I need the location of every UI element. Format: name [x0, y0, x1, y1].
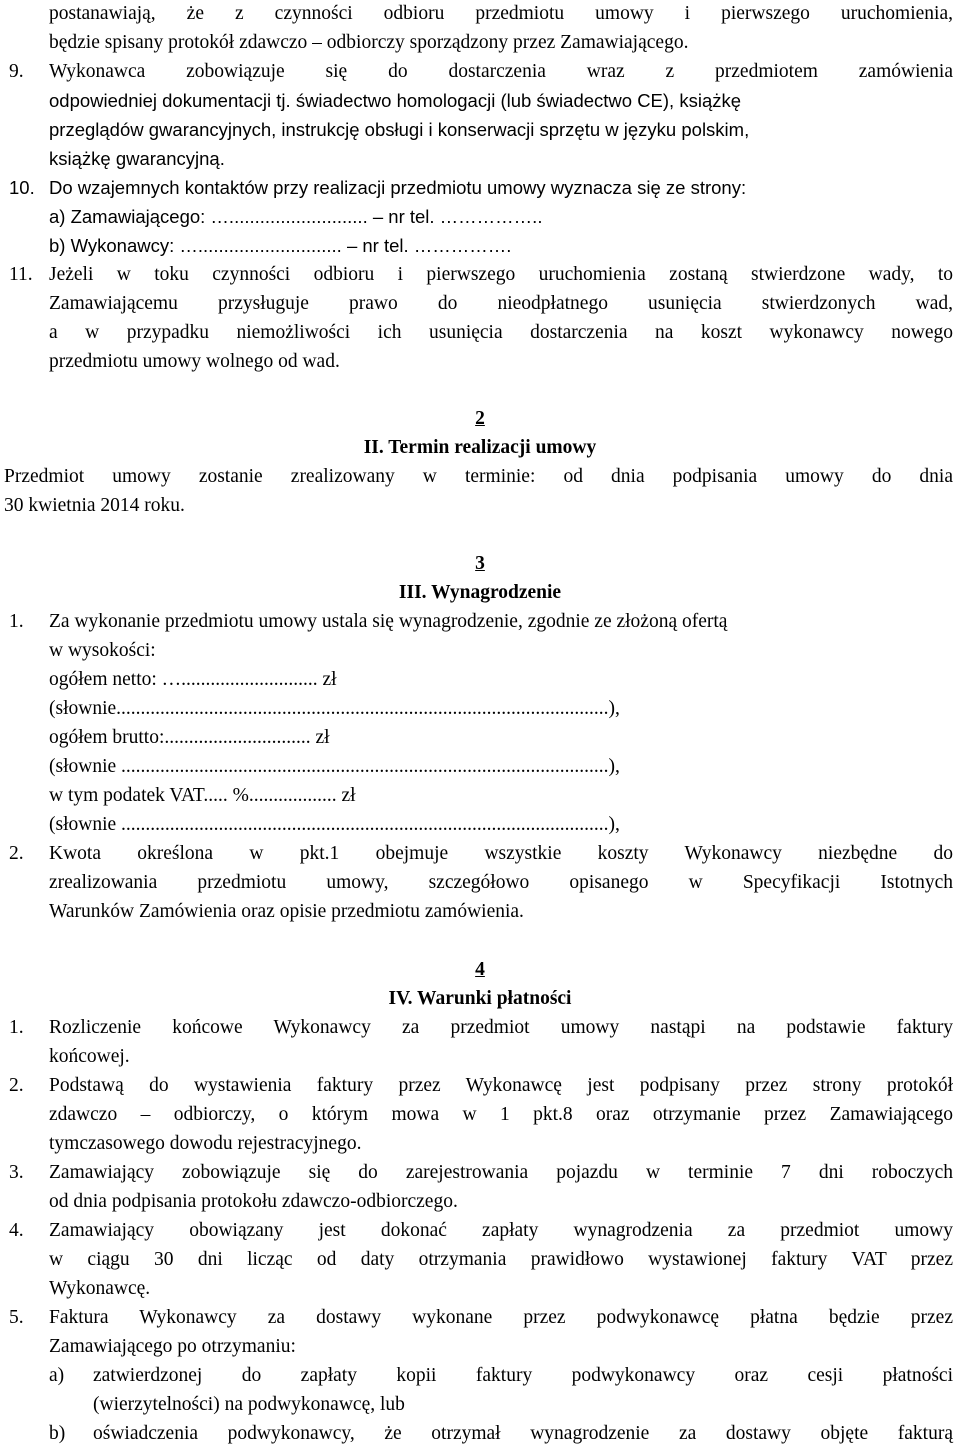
paragraph-line: tymczasowego dowodu rejestracyjnego.	[49, 1133, 362, 1154]
paragraph-line: przedmiotu umowy wolnego od wad.	[49, 351, 340, 372]
paragraph-line: zdawczo – odbiorczy, o którym mowa w 1 pkt.8 oraz otrzymanie przez Zamawiającego	[49, 1104, 953, 1125]
section-title: IV. Warunki płatności	[388, 988, 572, 1009]
paragraph-line: (wierzytelności) na podwykonawcę, lub	[93, 1394, 405, 1415]
paragraph-line: zrealizowania przedmiotu umowy, szczegółowo opisanego w Specyfikacji Istotnych	[49, 872, 953, 893]
paragraph-line: Podstawą do wystawienia faktury przez Wykonawcę jest podpisany przez strony protokół	[49, 1075, 953, 1096]
paragraph-line: postanawiają, że z czynności odbioru przedmiotu umowy i pierwszego uruchomienia,	[49, 3, 953, 24]
paragraph-line: Jeżeli w toku czynności odbioru i pierwszego uruchomienia zostaną stwierdzone wady, to	[49, 264, 953, 285]
paragraph-line: Kwota określona w pkt.1 obejmuje wszystkie koszty Wykonawcy niezbędne do	[49, 843, 953, 864]
amount-words: (słownie.....................................................................................................),	[49, 698, 620, 719]
paragraph-line: Zamawiający obowiązany jest dokonać zapłaty wynagrodzenia za przedmiot umowy	[49, 1220, 953, 1241]
amount-netto: ogółem netto: …............................ zł	[49, 669, 337, 690]
paragraph-line: Do wzajemnych kontaktów przy realizacji przedmiotu umowy wyznacza się ze strony:	[49, 177, 747, 198]
contact-line-wykonawca: b) Wykonawcy: …............................ – nr tel. …………….	[49, 235, 512, 256]
paragraph-line: Zamawiającego po otrzymaniu:	[49, 1336, 296, 1357]
item-number: 11.	[9, 264, 33, 285]
paragraph-line: Faktura Wykonawcy za dostawy wykonane przez podwykonawcę płatna będzie przez	[49, 1307, 953, 1328]
item-number: 3.	[9, 1162, 24, 1183]
paragraph-line: Wykonawcę.	[49, 1278, 151, 1299]
paragraph-line: Zamawiający zobowiązuje się do zarejestrowania pojazdu w terminie 7 dni roboczych	[49, 1162, 953, 1183]
paragraph-line: przeglądów gwarancyjnych, instrukcję obsługi i konserwacji sprzętu w języku polskim,	[49, 119, 750, 140]
item-number: 2.	[9, 1075, 24, 1096]
paragraph-line: od dnia podpisania protokołu zdawczo-odbiorczego.	[49, 1191, 458, 1212]
amount-brutto: ogółem brutto:.............................. zł	[49, 727, 330, 748]
item-number: 9.	[9, 61, 24, 82]
section-number	[0, 549, 960, 578]
item-number: 2.	[9, 843, 24, 864]
amount-words: (słownie ....................................................................................................),	[49, 814, 620, 835]
section-3-number: 3	[475, 553, 485, 574]
item-number: 1.	[9, 1017, 24, 1038]
section-number	[0, 955, 960, 984]
paragraph-line: będzie spisany protokół zdawczo – odbiorczy sporządzony przez Zamawiającego.	[49, 32, 689, 53]
paragraph-line: Przedmiot umowy zostanie zrealizowany w terminie: od dnia podpisania umowy do dnia	[4, 466, 953, 487]
paragraph-line: Warunków Zamówienia oraz opisie przedmiotu zamówienia.	[49, 901, 524, 922]
paragraph-line: w ciągu 30 dni licząc od daty otrzymania prawidłowo wystawionej faktury VAT przez	[49, 1249, 953, 1270]
paragraph-line: 30 kwietnia 2014 roku.	[4, 495, 185, 516]
section-2-number: 2	[475, 408, 485, 429]
paragraph-line: Za wykonanie przedmiotu umowy ustala się wynagrodzenie, zgodnie ze złożoną ofertą	[49, 611, 728, 632]
paragraph-line: odpowiedniej dokumentacji tj. świadectwo homologacji (lub świadectwo CE), książkę	[49, 90, 742, 111]
paragraph-line: Wykonawca zobowiązuje się do dostarczenia wraz z przedmiotem zamówienia	[49, 61, 953, 82]
item-number: 10.	[9, 177, 35, 198]
paragraph-line: Zamawiającemu przysługuje prawo do nieodpłatnego usunięcia stwierdzonych wad,	[49, 293, 953, 314]
amount-vat: w tym podatek VAT..... %.................. zł	[49, 785, 356, 806]
paragraph-line: w wysokości:	[49, 640, 156, 661]
item-number: 5.	[9, 1307, 24, 1328]
paragraph-line: a w przypadku niemożliwości ich usunięcia dostarczenia na koszt wykonawcy nowego	[49, 322, 953, 343]
item-number: 4.	[9, 1220, 24, 1241]
section-title: II. Termin realizacji umowy	[363, 437, 597, 458]
section-4-number: 4	[475, 959, 485, 980]
paragraph-line: oświadczenia podwykonawcy, że otrzymał wynagrodzenie za dostawy objęte fakturą	[93, 1423, 953, 1444]
subitem-letter: a)	[49, 1365, 65, 1386]
paragraph-line: Rozliczenie końcowe Wykonawcy za przedmiot umowy nastąpi na podstawie faktury	[49, 1017, 953, 1038]
contact-line-zamawiajacy: a) Zamawiającego: …........................... – nr tel. ……………..	[49, 206, 543, 227]
subitem-letter: b)	[49, 1423, 66, 1444]
section-title: III. Wynagrodzenie	[398, 582, 562, 603]
paragraph-line: zatwierdzonej do zapłaty kopii faktury podwykonawcy oraz cesji płatności	[93, 1365, 953, 1386]
paragraph-line: książkę gwarancyjną.	[49, 148, 225, 169]
amount-words: (słownie ....................................................................................................),	[49, 756, 620, 777]
paragraph-line: końcowej.	[49, 1046, 130, 1067]
section-number	[0, 404, 960, 433]
item-number: 1.	[9, 611, 24, 632]
